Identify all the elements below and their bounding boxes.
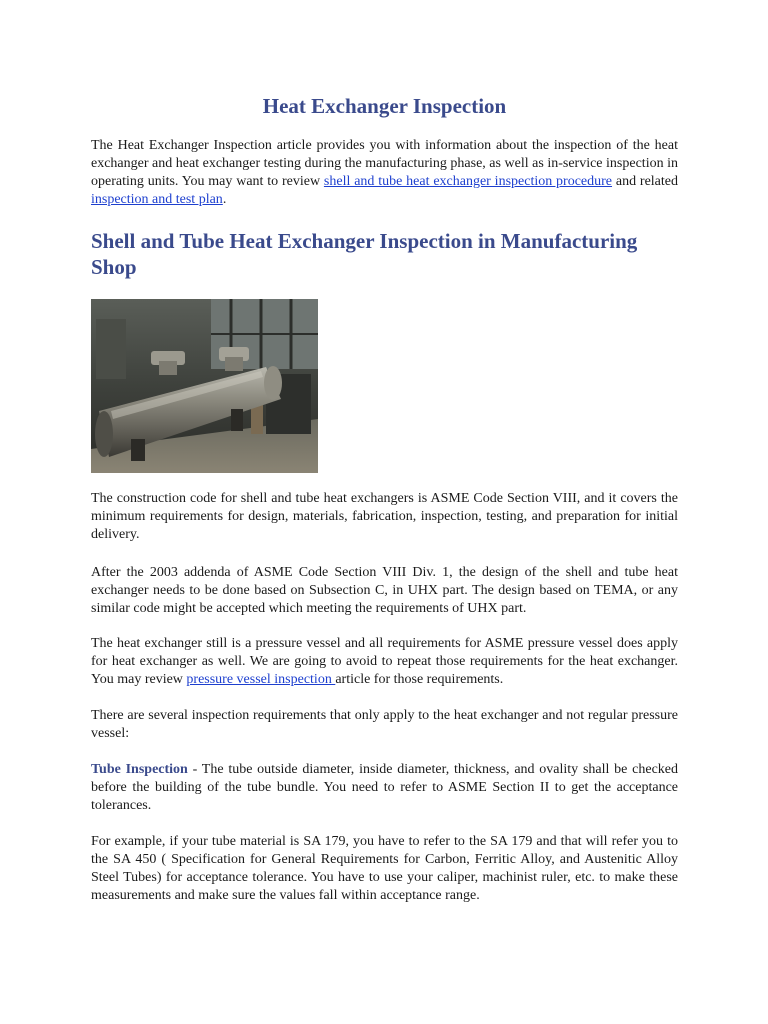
page-title: Heat Exchanger Inspection <box>262 94 507 118</box>
paragraph-example-sa179: For example, if your tube material is SA 179, you have to refer to the SA 179 and that will refer you to the SA 450 ( Specification for General Requirements for Carbon, Ferritic Alloy, and Austenitic Alloy Steel Tubes) for acceptance tolerance. You have to use your caliper, machinist ruler, etc. to make these measurements and make sure the values fall within acceptance range. <box>91 834 678 903</box>
inspection-test-plan-link[interactable]: inspection and test plan <box>91 192 223 207</box>
tube-inspection-text: - The tube outside diameter, inside diameter, thickness, and ovality shall be checked before the building of the tube bundle. You need to refer to ASME Section II to get the acceptance tolerances. <box>91 762 678 813</box>
paragraph-pressure-vessel-text-2: article for those requirements. <box>335 672 504 687</box>
intro-paragraph <box>91 137 678 209</box>
intro-text-3: . <box>222 192 227 207</box>
intro-text-1: The Heat Exchanger Inspection article provides you with information about the inspection of the heat exchanger and heat exchanger testing during the manufacturing phase, as well as in-service inspection in operating units. You may want to review <box>91 138 678 189</box>
shell-tube-procedure-link[interactable]: shell and tube heat exchanger inspection procedure <box>323 174 613 189</box>
heat-exchanger-photo <box>91 299 318 473</box>
paragraph-inspection-requirements: There are several inspection requirements that only apply to the heat exchanger and not regular pressure vessel: <box>91 708 678 741</box>
paragraph-uhx-design: After the 2003 addenda of ASME Code Section VIII Div. 1, the design of the shell and tube heat exchanger needs to be done based on Subsection C, in UHX part. The design based on TEMA, or any similar code might be accepted which meeting the requirements of UHX part. <box>91 565 678 616</box>
intro-text-2: and related <box>612 174 678 189</box>
section-heading: Shell and Tube Heat Exchanger Inspection in Manufacturing Shop <box>91 229 638 279</box>
paragraph-pressure-vessel-text-1: The heat exchanger still is a pressure vessel and all requirements for ASME pressure vessel does apply for heat exchanger as well. We are going to avoid to repeat those requirements for the heat exchanger. You may review <box>91 636 678 687</box>
pressure-vessel-inspection-link[interactable]: pressure vessel inspection <box>186 672 336 687</box>
paragraph-pressure-vessel <box>91 635 678 689</box>
tube-inspection-term: Tube Inspection <box>91 762 188 777</box>
paragraph-tube-inspection <box>91 761 678 815</box>
paragraph-construction-code: The construction code for shell and tube heat exchangers is ASME Code Section VIII, and it covers the minimum requirements for design, materials, fabrication, inspection, testing, and preparation for initial delivery. <box>91 491 678 542</box>
